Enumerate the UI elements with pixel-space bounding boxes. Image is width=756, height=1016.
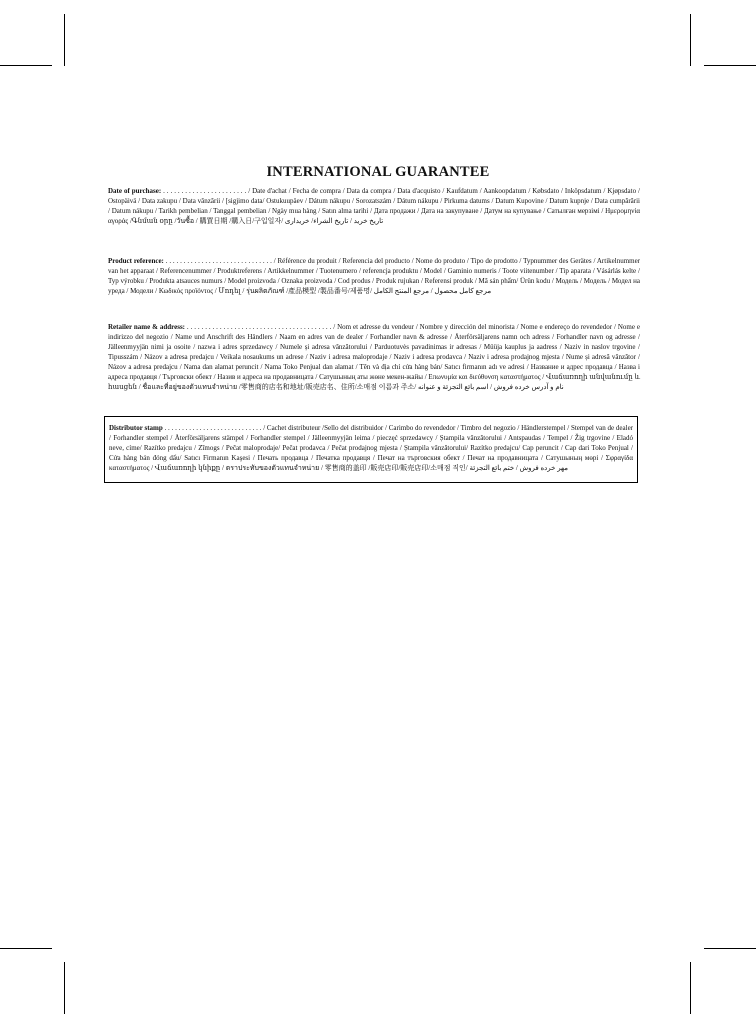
distributor-stamp-field: . . . . . . . . . . . . . . . . . . . . . . . . . . . .: [162, 424, 264, 432]
distributor-stamp-section: [109, 423, 633, 473]
distributor-stamp-translations: / Cachet distributeur /Sello del distribuidor / Carimbo do revendedor / Timbro del negozio / Händlerstempel / Stempel van de dealer / Forhandler stempel / Återförsäljarens stämpel / Forhandler stempel / Jälleenmyyjän leima / pieczęć sprzedawcy / Ștampila vânzătorului / Antspaudas / Tempel / Žig trgovine / Eladó neve, címe/ Razítko predajcu / Zīmogs / Pečat maloprodaje/ Pečat prodavca / Pečat prodajnog mjesta / Ștampila vânzătorului/ Razítko predajcu/ Cap peruncit / Cap dari Toko Penjual / Cửa hàng bán đóng dấu/ Satıcı Firmanın Kaşesi / Печать продавца / Печатка продавця / Печат на търговския обект / Печат на продавницата / Сатушының мөрі / Σφραγίδα καταστήματος / Վաճառողի կնիքը / ตราประทับของตัวแทนจำหน่าย / 零售商的盖印 /販売店印/販売店印/소매점 직인/ مهر خرده فروش / ختم بائع التجزئة: [109, 424, 634, 472]
crop-mark-top-left-horizontal: [0, 65, 52, 66]
retailer-field[interactable]: . . . . . . . . . . . . . . . . . . . . . . . . . . . . . . . . . . . . . . . .: [185, 323, 334, 331]
product-reference-label: Product reference:: [108, 257, 164, 265]
purchase-date-translations: / Date d'achat / Fecha de compra / Data da compra / Data d'acquisto / Kaufdatum / Aankoopdatum / Købsdato / Inköpsdatum / Kjøpsdato / Ostopäivä / Data zakupu / Data vânzării / [sigjimo data/ Ostukuupäev / Dátum nákupu / Sorozatszám / Dátum nákupu / Pirkuma datums / Datum Kupovine / Datum kupnje / Data cumpărării / Datum nákupu / Tarikh pembelian / Tanggal pembelian / Ngày mua hàng / Satın alma tarihi / Дата продажи / Дата на закупуване / Датум на купување / Сатылған мерзімі / Ημερομηνία αγοράς /Գնման օրը /วันซื้อ / 購買日期 /購入日/구입일자/ تاریخ خرید / تاريخ الشراء/ خریداری: [108, 187, 640, 225]
retailer-label: Retailer name & address:: [108, 323, 186, 331]
purchase-date-field[interactable]: . . . . . . . . . . . . . . . . . . . . . . .: [161, 187, 249, 195]
product-reference-section: [108, 256, 640, 296]
crop-mark-bottom-right-horizontal: [704, 948, 756, 949]
purchase-date-section: [108, 186, 640, 226]
document-title: INTERNATIONAL GUARANTEE: [266, 164, 490, 180]
crop-mark-bottom-left-horizontal: [0, 948, 52, 949]
retailer-translations: / Nom et adresse du vendeur / Nombre y dirección del minorista / Nome e endereço do revendedor / Nome e indirizzo del negozio / Name und Anschrift des Händlers / Naam en adres van de dealer / Forhandler navn & adresse / Återförsäljarens namn och adress / Forhandler navn og adresse / Jälleenmyyjän nimi ja osoite / nazwa i adres sprzedawcy / Numele și adresa vânzătorului / Parduotuvės pavadinimas ir adresas / Müüja kauplus ja aadress / Naziv in naslov trgovine / Tipusszám / Názov a adresa predajcu / Veikala nosaukums un adrese / Naziv i adresa maloprodaje / Naziv i adresa prodavca / Naziv i adresa prodajnog mjesta / Nume și adresă vânzător / Názov a adresa predajcu / Nama dan alamat peruncit / Nama Toko Penjual dan alamat / Tên và địa chỉ cửa hàng bán/ Satıcı firmanın adı ve adresi / Название и адрес продавца / Назва і адреса продавця / Търговски обект / Назив и адреса на продавницата / Сатушының аты жөне мекен-жайы / Επωνυμία και διεύθυνση καταστήματος / Վաճառողի անվանումը և հասցեն / ชื่อและที่อยู่ของตัวแทนจำหน่าย /零售商的店名和地址/販売店名、住所/소매점 이름과 주소/ نام و آدرس خرده فروش / اسم بائع التجزئة و عنوانه: [108, 323, 641, 391]
purchase-date-label: Date of purchase:: [108, 187, 162, 195]
product-reference-translations: / Référence du produit / Referencia del producto / Nome do produto / Tipo de prodotto / Typnummer des Gerätes / Artikelnummer van het apparaat / Referencenummer / Produktreferens / Artikkelnummer / Tuotenumero / referencja produktu / Model / Gaminio numeris / Toote viitenumber / Tip aparata / Vásárlás kelte / Typ výrobku / Produkta atsauces numurs / Model proizvoda / Oznaka proizvoda / Cod produs / Produk rujukan / Referensi produk / Mã sản phẩm/ Ürün kodu / Модель / Модель / Модел на уреда / Модели / Κωδικός προϊόντος / Մոդել / รุ่นผลิตภัณฑ์ /產品模型 /製品番号/제품명/ مرجع كامل محصول / مرجع المنتج الكامل: [108, 257, 641, 295]
distributor-stamp-label: Distributor stamp: [109, 424, 163, 432]
crop-mark-top-right-horizontal: [704, 65, 756, 66]
crop-mark-bottom-left-vertical: [64, 962, 65, 1014]
crop-mark-top-right-vertical: [690, 14, 691, 66]
crop-mark-top-left-vertical: [64, 14, 65, 66]
distributor-stamp-box[interactable]: [104, 416, 638, 483]
crop-mark-bottom-right-vertical: [690, 962, 691, 1014]
product-reference-field[interactable]: . . . . . . . . . . . . . . . . . . . . . . . . . . . . . .: [163, 257, 274, 265]
retailer-section: [108, 322, 640, 392]
